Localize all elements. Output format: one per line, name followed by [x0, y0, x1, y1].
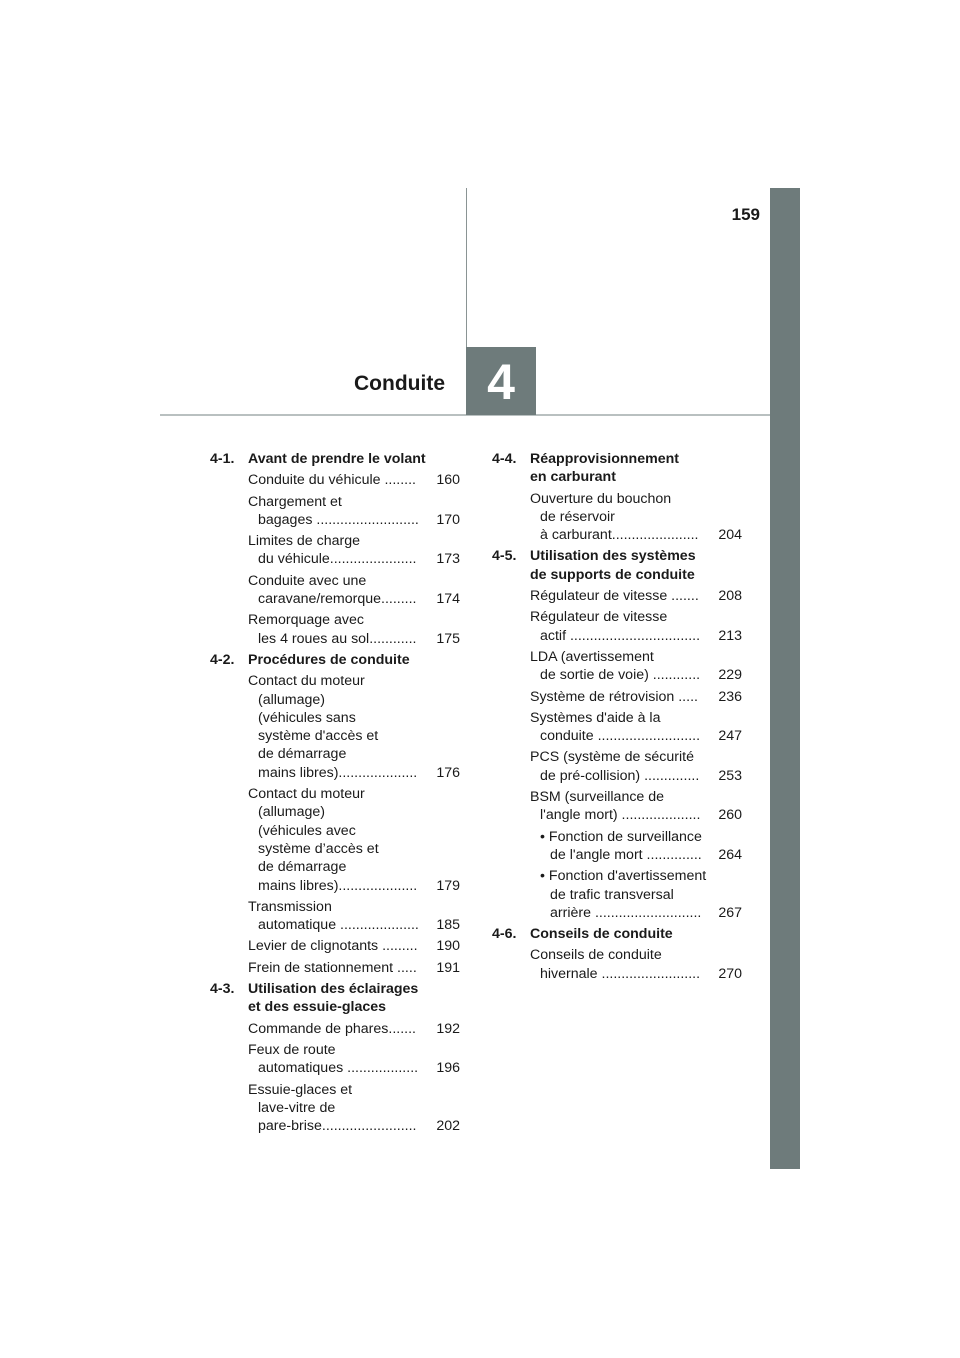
section-title: Conseils de conduite [530, 926, 673, 943]
toc-entry-page: 192 [436, 1020, 460, 1037]
toc-entry[interactable] [210, 572, 460, 609]
section-title: Utilisation des systèmes de supports de conduite [530, 548, 696, 583]
toc-entry[interactable] [210, 898, 460, 935]
toc-entry-page: 202 [436, 1118, 460, 1135]
toc-section-heading [492, 547, 742, 584]
toc-entry-label: Levier de clignotants ......... [248, 938, 418, 955]
toc-entry-page: 267 [718, 904, 742, 921]
toc-entry[interactable] [492, 867, 742, 922]
toc-entry-label: Conduite du véhicule ........ [248, 472, 416, 489]
toc-entry-page: 270 [718, 965, 742, 982]
toc-entry[interactable] [210, 611, 460, 648]
toc-entry-page: 185 [436, 917, 460, 934]
chapter-title: Conduite [354, 372, 445, 395]
chapter-side-tab [770, 188, 800, 1169]
toc-entry-page: 191 [436, 959, 460, 976]
toc-entry-label: Conseils de conduite hivernale ......................... [530, 947, 701, 982]
toc-entry-page: 179 [436, 877, 460, 894]
toc-entry[interactable] [492, 748, 742, 785]
toc-entry-label: BSM (surveillance de l'angle mort) .................... [530, 789, 701, 824]
toc-entry-page: 174 [436, 591, 460, 608]
toc-entry-label: • Fonction d'avertissement de trafic transversal arrière ........................... [540, 868, 707, 921]
toc-entry[interactable] [492, 688, 742, 706]
section-number: 4-3. [210, 981, 235, 998]
toc-section-heading [210, 980, 460, 1017]
toc-entry-label: Contact du moteur (allumage) (véhicules avec système d’accès et de démarrage mains libres).................... [248, 786, 418, 894]
toc-entry[interactable] [492, 709, 742, 746]
toc-entry[interactable] [492, 828, 742, 865]
toc-entry-page: 176 [436, 764, 460, 781]
toc-entry-label: Transmission automatique .................... [248, 898, 419, 934]
toc-entry-label: Essuie-glaces et lave-vitre de pare-brise........................ [248, 1081, 417, 1135]
toc-entry-label: Systèmes d'aide à la conduite .......................... [530, 709, 701, 745]
toc-entry-label: Limites de charge du véhicule...................... [248, 533, 417, 568]
toc-entry-page: 196 [436, 1060, 460, 1077]
toc-entry-label: Ouverture du bouchon de réservoir à carburant...................... [530, 490, 699, 544]
toc-entry-page: 190 [436, 938, 460, 955]
toc-entry[interactable] [210, 672, 460, 782]
section-number: 4-2. [210, 651, 235, 668]
toc-entry-page: 260 [718, 807, 742, 824]
page-number: 159 [731, 205, 760, 224]
toc-section-heading [210, 450, 460, 468]
toc-entry-page: 160 [436, 472, 460, 489]
toc-entry-page: 170 [436, 511, 460, 528]
toc-entry-label: Conduite avec une caravane/remorque......... [248, 572, 417, 608]
toc-entry-label: Système de rétrovision ..... [530, 688, 698, 705]
toc-left-column [210, 450, 460, 1138]
toc-section-heading [210, 651, 460, 669]
toc-entry[interactable] [492, 648, 742, 685]
toc-entry[interactable] [210, 937, 460, 955]
toc-entry-label: PCS (système de sécurité de pré-collision) .............. [530, 749, 700, 784]
toc-entry[interactable] [210, 471, 460, 489]
section-number: 4-5. [492, 548, 517, 565]
toc-entry-label: Frein de stationnement ..... [248, 959, 417, 976]
toc-entry-label: Contact du moteur (allumage) (véhicules sans système d'accès et de démarrage mains libres).................... [248, 673, 418, 781]
toc-entry-label: Remorquage avec les 4 roues au sol............ [248, 612, 417, 647]
toc-entry-label: Régulateur de vitesse ....... [530, 588, 699, 605]
toc-entry[interactable] [210, 532, 460, 569]
toc-entry-page: 175 [436, 630, 460, 647]
toc-entry[interactable] [492, 490, 742, 545]
toc-section-heading [492, 925, 742, 943]
section-title: Réapprovisionnement en carburant [530, 451, 679, 486]
toc-entry[interactable] [210, 1020, 460, 1038]
toc-entry-page: 236 [718, 688, 742, 705]
toc-entry-page: 173 [436, 551, 460, 568]
toc-entry-page: 247 [718, 728, 742, 745]
toc-entry-label: Feux de route automatiques .................. [248, 1041, 419, 1077]
section-number: 4-1. [210, 451, 235, 467]
toc-section-heading [492, 450, 742, 487]
toc-entry-label: Commande de phares....... [248, 1020, 416, 1037]
toc-entry[interactable] [492, 946, 742, 983]
toc-entry-page: 229 [718, 667, 742, 684]
toc-entry-label: Régulateur de vitesse actif ................................. [530, 609, 701, 644]
toc-entry[interactable] [210, 1041, 460, 1078]
toc-entry-page: 264 [718, 846, 742, 863]
section-number: 4-4. [492, 451, 517, 467]
toc-entry[interactable] [210, 493, 460, 530]
section-title: Utilisation des éclairages et des essuie-glaces [248, 981, 419, 1016]
toc-entry[interactable] [492, 788, 742, 825]
toc-entry[interactable] [492, 587, 742, 605]
vertical-divider [466, 188, 467, 348]
toc-entry-page: 204 [718, 527, 742, 544]
horizontal-divider [160, 414, 770, 416]
section-title: Avant de prendre le volant [248, 451, 426, 467]
section-title: Procédures de conduite [248, 651, 410, 668]
toc-entry-page: 208 [718, 588, 742, 605]
toc-entry-page: 253 [718, 767, 742, 784]
section-number: 4-6. [492, 926, 517, 943]
toc-right-column [492, 450, 742, 986]
toc-entry-label: • Fonction de surveillance de l'angle mort .............. [540, 828, 702, 863]
toc-entry[interactable] [210, 785, 460, 895]
toc-entry-label: LDA (avertissement de sortie de voie) ............ [530, 648, 701, 684]
toc-entry[interactable] [492, 608, 742, 645]
toc-entry-page: 213 [718, 627, 742, 644]
toc-entry-label: Chargement et bagages .......................... [248, 493, 419, 528]
toc-entry[interactable] [210, 959, 460, 977]
chapter-number-box: 4 [466, 347, 536, 415]
toc-entry[interactable] [210, 1081, 460, 1136]
